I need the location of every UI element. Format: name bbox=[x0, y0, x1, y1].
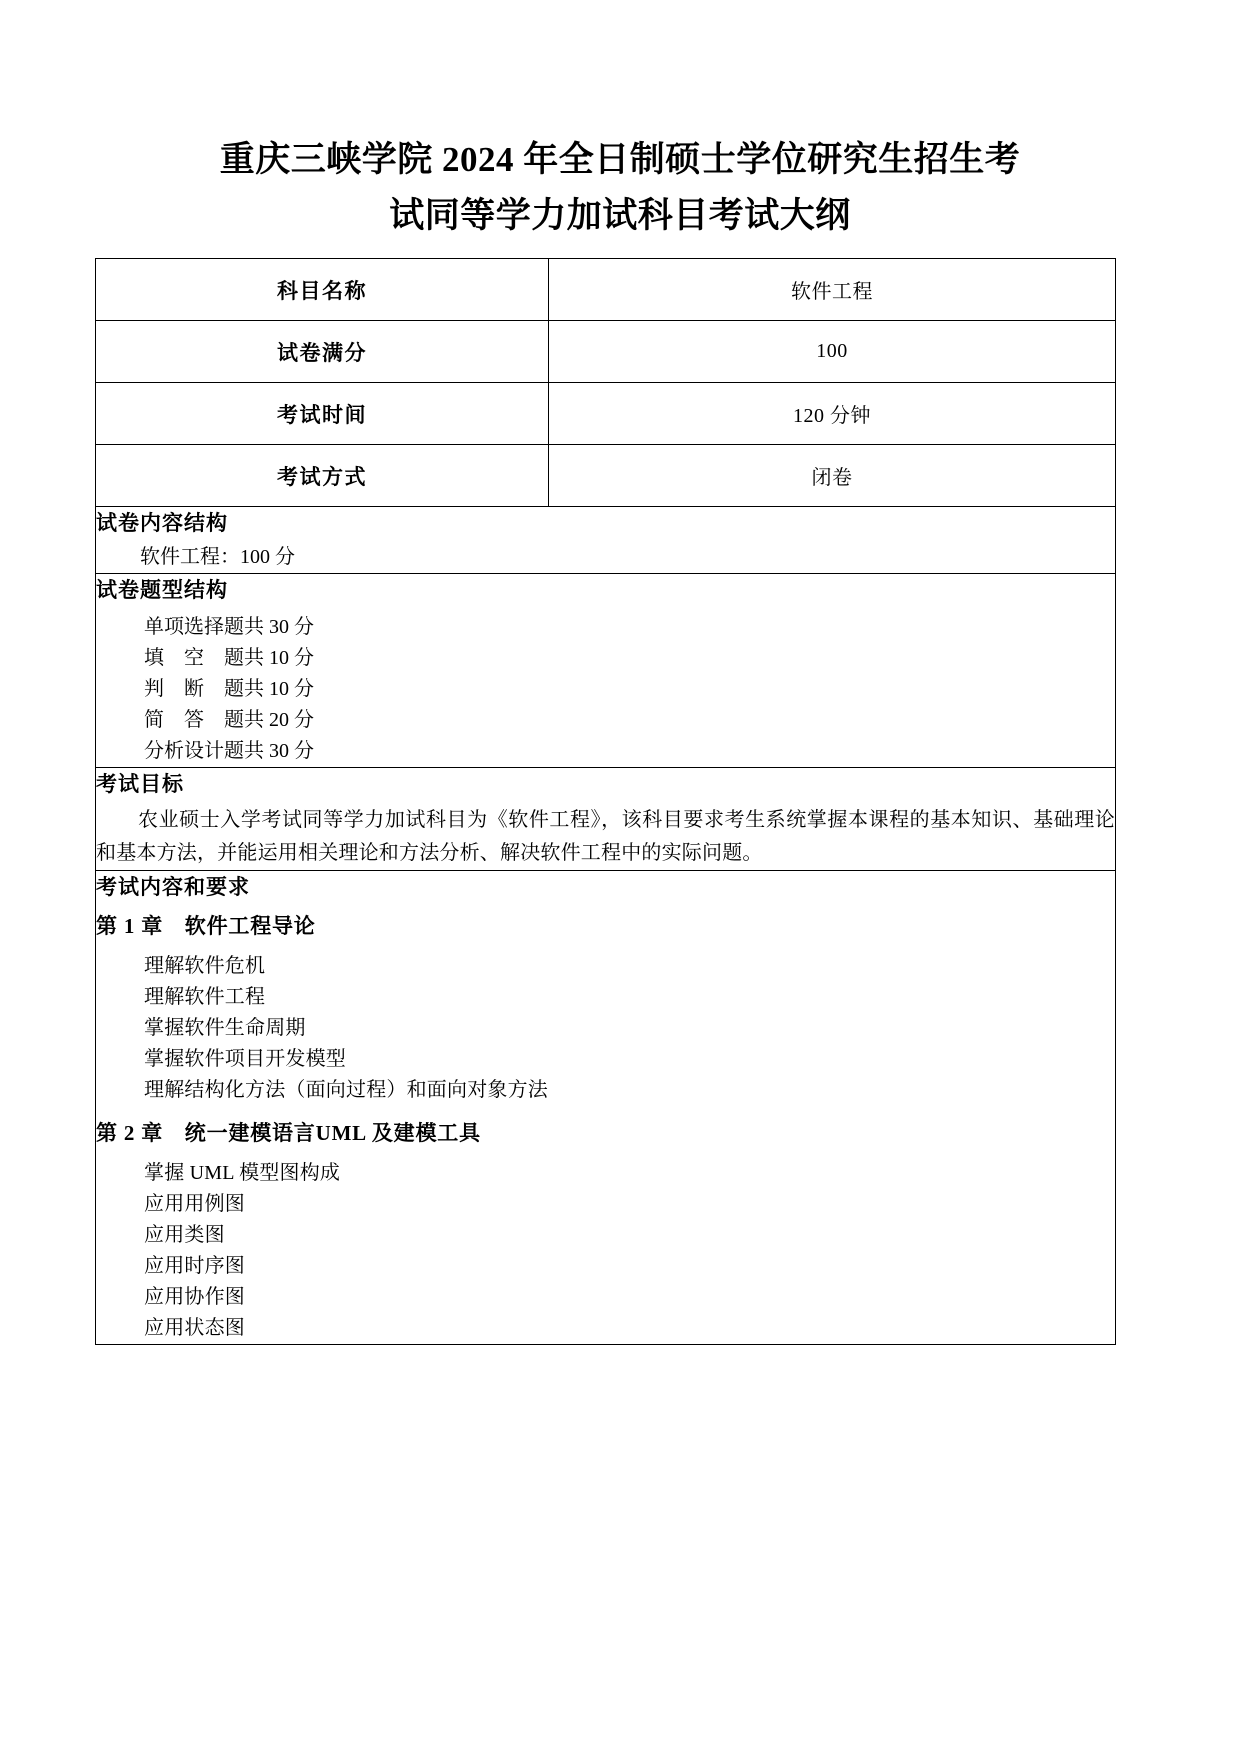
page-title-line-2: 试同等学力加试科目考试大纲 bbox=[389, 196, 851, 235]
list-item: 应用用例图 bbox=[144, 1193, 245, 1215]
content-structure-item: 软件工程：100 分 bbox=[140, 546, 295, 568]
question-structure-heading: 试卷题型结构 bbox=[96, 578, 228, 602]
total-score-label: 试卷满分 bbox=[96, 321, 549, 383]
exam-mode-value: 闭卷 bbox=[549, 445, 1116, 507]
exam-goal-section bbox=[96, 768, 1116, 871]
subject-name-value: 软件工程 bbox=[549, 259, 1116, 321]
page-title-line-1: 重庆三峡学院 2024 年全日制硕士学位研究生招生考 bbox=[219, 140, 1021, 179]
list-item: 简 答 题共 20 分 bbox=[144, 709, 314, 731]
chapter-1-title: 第 1 章 软件工程导论 bbox=[96, 914, 316, 938]
content-structure-section bbox=[96, 507, 1116, 574]
list-item: 应用时序图 bbox=[144, 1255, 245, 1277]
exam-content-section bbox=[96, 871, 1116, 1345]
table-row bbox=[96, 445, 1116, 507]
exam-goal-paragraph: 农业硕士入学考试同等学力加试科目为《软件工程》，该科目要求考生系统掌握本课程的基本知识、基础理论和基本方法，并能运用相关理论和方法分析、解决软件工程中的实际问题。 bbox=[96, 809, 1115, 864]
list-item: 应用协作图 bbox=[144, 1286, 245, 1308]
exam-goal-heading: 考试目标 bbox=[96, 772, 184, 796]
list-item: 掌握软件生命周期 bbox=[144, 1017, 306, 1039]
syllabus-table bbox=[95, 258, 1116, 1345]
chapter-2-topic-list bbox=[96, 1158, 1115, 1344]
chapter-2-title: 第 2 章 统一建模语言UML 及建模工具 bbox=[96, 1121, 481, 1145]
list-item: 掌握 UML 模型图构成 bbox=[144, 1162, 341, 1184]
total-score-value: 100 bbox=[549, 321, 1116, 383]
exam-content-row bbox=[96, 871, 1116, 1345]
list-item: 掌握软件项目开发模型 bbox=[144, 1048, 346, 1070]
list-item: 应用状态图 bbox=[144, 1317, 245, 1339]
question-structure-row bbox=[96, 574, 1116, 768]
content-structure-heading: 试卷内容结构 bbox=[96, 511, 228, 535]
list-item: 应用类图 bbox=[144, 1224, 225, 1246]
exam-duration-value: 120 分钟 bbox=[549, 383, 1116, 445]
exam-mode-label: 考试方式 bbox=[96, 445, 549, 507]
list-item: 理解结构化方法（面向过程）和面向对象方法 bbox=[144, 1079, 548, 1101]
exam-content-heading: 考试内容和要求 bbox=[96, 875, 250, 899]
list-item: 判 断 题共 10 分 bbox=[144, 678, 314, 700]
page-title bbox=[0, 0, 1240, 244]
list-item: 理解软件工程 bbox=[144, 986, 266, 1008]
list-item: 填 空 题共 10 分 bbox=[144, 647, 314, 669]
list-item: 单项选择题共 30 分 bbox=[144, 616, 314, 638]
exam-goal-row bbox=[96, 768, 1116, 871]
list-item: 理解软件危机 bbox=[144, 955, 266, 977]
list-item: 分析设计题共 30 分 bbox=[144, 740, 314, 762]
content-structure-row bbox=[96, 507, 1116, 574]
table-row bbox=[96, 321, 1116, 383]
question-structure-section bbox=[96, 574, 1116, 768]
table-row bbox=[96, 259, 1116, 321]
chapter-1-topic-list bbox=[96, 951, 1115, 1106]
question-type-list bbox=[96, 612, 1115, 767]
exam-duration-label: 考试时间 bbox=[96, 383, 549, 445]
subject-name-label: 科目名称 bbox=[96, 259, 549, 321]
table-row bbox=[96, 383, 1116, 445]
